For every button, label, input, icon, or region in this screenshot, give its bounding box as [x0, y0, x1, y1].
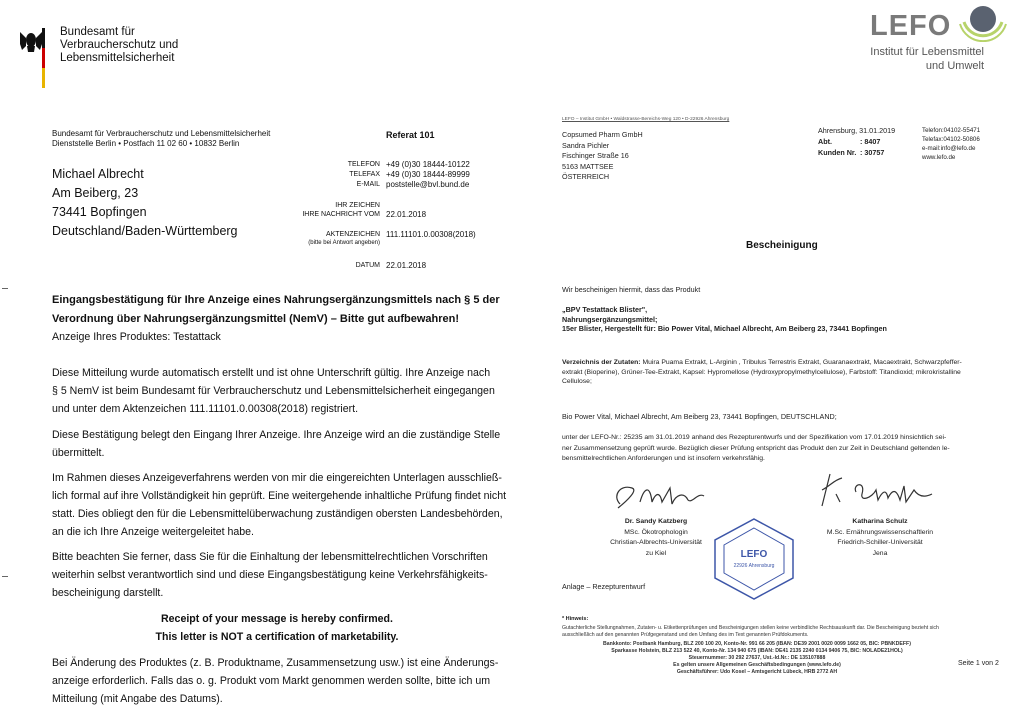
recipient-address: Michael Albrecht Am Beiberg, 23 73441 Bopfingen Deutschland/Baden-Württemberg: [52, 167, 238, 238]
stamp-text: LEFO: [740, 549, 768, 560]
subject: Eingangsbestätigung für Ihre Anzeige eines Nahrungsergänzungsmittels nach § 5 der Verordnung über Nahrungsergänzungsmittel (NemV) – Bitte gut aufbewahren!: [52, 294, 500, 325]
signature-schulz: [812, 466, 942, 516]
sender-line: LEFO – Institut GmbH • Waldstrasse-Bereichs-Weg 120 • D-22926 Ahrensburg: [562, 117, 730, 122]
statement: unter der LEFO-Nr.: 25235 am 31.01.2019 anhand des Rezepturentwurfs und der Spezifikation vom 17.01.2019 hinsichtlich sei- ner Zusammensetzung geprüft wurde. Bezüglich dieser Prüfung entspricht das Produkt den zur Zeit in Deutschland geltenden le- bensmittelrechtlichen Anforderungen und ist insofern verkehrsfähig.: [562, 434, 950, 462]
footer-disclaimer: Gutachterliche Stellungnahmen, Zutaten- u. Etikettenprüfungen und Bescheinigungen stellen keine verbindliche Rechtsauskunft dar. Die Bescheinigung bezieht sich ausschließlich auf den genannten Prüfgegenstand und den Umfang des im Text genannten Prüfdokuments.: [562, 625, 939, 638]
stamp-subtext: 22926 Ahrensburg: [733, 563, 775, 569]
recipient-address: Copsumed Pharm GmbH Sandra Pichler Fischinger Straße 16 5163 MATTSEE ÖSTERREICH: [562, 130, 643, 181]
paragraph-3: Im Rahmen dieses Anzeigeverfahrens werden von mir die eingereichten Unterlagen ausschließ- lich formal auf ihre Vollständigkeit hin geprüft. Eine weitergehende inhaltliche Prüfung findet nicht statt. Dies obliegt den für die Lebensmittelüberwachung zuständigen obersten Landesbehörden, an die ich Ihre Anzeige weitergeleitet habe.: [52, 472, 507, 538]
contact-block: Telefon:04102-55471 Telefax:04102-50806 e-mail:info@lefo.de www.lefo.de: [922, 127, 981, 161]
product-line: Anzeige Ihres Produktes: Testattack: [52, 331, 221, 343]
document-title: Bescheinigung: [746, 240, 818, 251]
lefo-logo-icon: [958, 2, 1012, 42]
signatory-1: Dr. Sandy Katzberg MSc. Ökotrophologin Christian-Albrechts-Universität zu Kiel: [610, 518, 702, 557]
signature-katzberg: [610, 474, 710, 518]
hinweis-label: * Hinweis:: [562, 616, 589, 622]
anlage: Anlage – Rezepturentwurf: [562, 582, 646, 591]
authority-name: Bundesamt für Verbraucherschutz und Lebensmittelsicherheit: [60, 26, 179, 64]
english-notice: Receipt of your message is hereby confirmed. This letter is NOT a certification of marketability.: [155, 613, 399, 643]
date-line: Ahrensburg, 31.01.2019: [818, 126, 896, 135]
page-number: Seite 1 von 2: [958, 660, 999, 667]
paragraph-4: Bitte beachten Sie ferner, dass Sie für die Einhaltung der lebensmittelrechtlichen Vorschriften weiterhin selbst verantwortlich sind und diese Eingangsbestätigung keine Verkehrsfähigkeits- bescheinigung darstellt.: [52, 551, 488, 599]
paragraph-1: Diese Mitteilung wurde automatisch erstellt und ist ohne Unterschrift gültig. Ihre Anzeige nach § 5 NemV ist beim Bundesamt für Verbraucherschutz und Lebensmittelsicherheit eingegangen und unter dem Aktenzeichen 111.11101.0.00308(2018) registriert.: [52, 367, 495, 415]
fold-mark: [2, 576, 8, 577]
federal-eagle-icon: [18, 26, 48, 90]
product-description: „BPV Testattack Blister", Nahrungsergänzungsmittel; 15er Blister, Hergestellt für: Bio Power Vital, Michael Albrecht, Am Beiberg 23, 73441 Bopfingen: [562, 305, 887, 333]
sender-line: Bundesamt für Verbraucherschutz und Lebensmittelsicherheit Dienststelle Berlin • Postfach 11 02 60 • 10832 Berlin: [52, 129, 271, 148]
intro-line: Wir bescheinigen hiermit, dass das Produkt: [562, 285, 701, 294]
ingredients: Verzeichnis der Zutaten: Muira Puama Extrakt, L-Arginin , Tribulus Terrestris Extrakt, Guaranaextrakt, Macaextrakt, Schwarzpfeffer- extrakt (Bioperine), Grüner-Tee-Extrakt, Kapsel: Hypromellose (Hydroxypropylmethylcellulose), Farbstoff: Titandioxid; mikrokristalline Cellulose;: [562, 359, 962, 385]
footer-company-info: Bankkonto: Postbank Hamburg, BLZ 200 100 20, Konto-Nr. 991 66 205 (IBAN: DE39 2001 0020 0099 1662 05, BIC: PBNKDEFF) Sparkasse Holstein, BLZ 213 522 40, Konto-Nr. 134 940 675 (IBAN: DE41 2135 2240 0134 9406 75, BIC: NOLADE21HOL) Steuernummer: 30 292 27637, Ust.-Id.Nr.: DE 135107888 Es gelten unsere Allgemeinen Geschäftsbedingungen (www.lefo.de) Geschäftsführer: Udo Kosel – Amtsgericht Lübeck, HRB 2772 AH: [603, 641, 911, 675]
paragraph-2: Diese Bestätigung belegt den Eingang Ihrer Anzeige. Ihre Anzeige wird an die zuständige Stelle übermittelt.: [52, 429, 501, 459]
fold-mark: [2, 288, 8, 289]
paragraph-5: Bei Änderung des Produktes (z. B. Produktname, Zusammensetzung usw.) ist eine Änderungs- anzeige erforderlich. Falls das o. g. Produkt vom Markt genommen werden sollte, bitte ich um Mitteilung (mit Angabe des Datums).: [52, 657, 499, 705]
lefo-logo-text: LEFO: [870, 10, 952, 42]
signatory-2: Katharina Schulz M.Sc. Ernährungswissenschaftlerin Friedrich-Schiller-Universität Jena: [826, 518, 934, 557]
referat: Referat 101: [386, 130, 435, 140]
manufacturer-line: Bio Power Vital, Michael Albrecht, Am Beiberg 23, 73441 Bopfingen, DEUTSCHLAND;: [562, 412, 837, 421]
lefo-logo-subtitle: Institut für Lebensmittel und Umwelt: [870, 46, 984, 72]
